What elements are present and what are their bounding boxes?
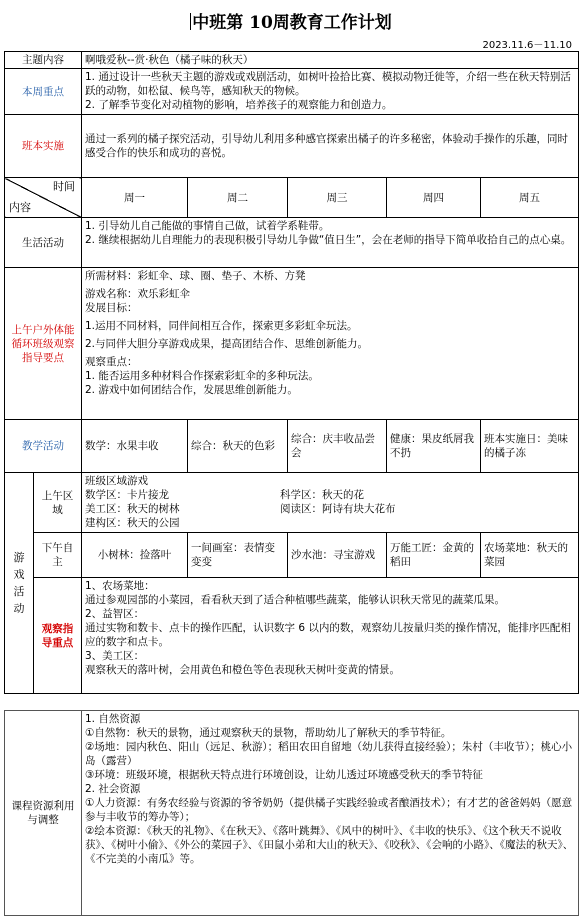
games-am-content [82, 473, 579, 533]
day-header: 周五 [481, 178, 579, 218]
class-impl-text: 通过一系列的橘子探究活动，引导幼儿利用多种感官探索出橘子的许多秘密，体验动手操作的乐趣，同时感受合作的快乐和成功的喜悦。 [82, 115, 579, 178]
teaching-cell: 数学：水果丰收 [82, 420, 188, 473]
outdoor-materials: 所需材料：彩虹伞、球、圈、垫子、木桥、方凳 [85, 270, 306, 282]
outdoor-goal: 1.运用不同材料，同伴间相互合作，探索更多彩虹伞玩法。 [85, 320, 358, 332]
resource-line: ③环境：班级环境，根据秋天特点进行环境创设，让幼儿透过环境感受秋天的季节特征 [85, 769, 483, 781]
header-content: 内容 [9, 201, 31, 214]
header-diagonal-cell [5, 178, 82, 218]
teaching-cell: 健康：果皮纸屑我不扔 [387, 420, 481, 473]
obs-line: 3、美工区： [85, 650, 145, 662]
plan-table [4, 51, 579, 694]
area-item: 美工区：秋天的树林 [85, 503, 180, 515]
games-am-right [280, 488, 396, 530]
resources-content [82, 711, 579, 916]
life-line: 2. 继续根据幼儿自理能力的表现积极引导幼儿争做“值日生”，会在老师的指导下简单收拾自己的点心桌。 [85, 234, 572, 246]
theme-label: 主题内容 [5, 52, 82, 69]
pm-cell: 一间画室：表情变变变 [188, 533, 288, 578]
games-obs-content [82, 578, 579, 694]
outdoor-obs: 1. 能否运用多种材料合作探索彩虹伞的多种玩法。 [85, 370, 319, 382]
teaching-cell: 综合：庆丰收品尝会 [288, 420, 387, 473]
focus-line: 2. 了解季节变化对动植物的影响，培养孩子的观察能力和创造力。 [85, 99, 393, 111]
area-item: 数学区：卡片接龙 [85, 489, 169, 501]
area-item: 科学区：秋天的花 [280, 489, 364, 501]
area-item: 阅读区：阿诗有块大花布 [280, 503, 396, 515]
resource-line: 2. 社会资源 [85, 783, 141, 795]
resources-table [4, 710, 579, 916]
resource-line: ①人力资源：有务农经验与资源的爷爷奶奶（提供橘子实践经验或者酿酒技术）；有才艺的爸爸妈妈（愿意参与丰收节的筹办等）； [85, 797, 573, 823]
pm-cell: 沙水池：寻宝游戏 [288, 533, 387, 578]
resource-line: 1. 自然资源 [85, 713, 141, 725]
teaching-cell: 班本实施日：美味的橘子冻 [481, 420, 579, 473]
outdoor-game: 游戏名称：欢乐彩虹伞 [85, 288, 190, 300]
games-pm-label: 下午自主 [34, 533, 82, 578]
games-obs-label: 观察指导重点 [34, 578, 82, 694]
day-header: 周三 [288, 178, 387, 218]
pm-cell: 小树林：捡落叶 [82, 533, 188, 578]
life-label: 生活活动 [5, 218, 82, 268]
teaching-label: 教学活动 [5, 420, 82, 473]
outdoor-obs: 2. 游戏中如何团结合作，发展思维创新能力。 [85, 384, 298, 396]
date-range: 2023.11.6－11.10 [482, 40, 572, 51]
outdoor-content [82, 268, 579, 420]
day-header: 周四 [387, 178, 481, 218]
focus-content [82, 69, 579, 115]
obs-line: 观察秋天的落叶树，会用黄色和橙色等色表现秋天树叶变黄的情景。 [85, 664, 400, 676]
games-label: 游戏活动 [13, 551, 25, 615]
pm-cell: 农场菜地：秋天的菜园 [481, 533, 579, 578]
games-am-left [85, 488, 280, 530]
class-impl-label: 班本实施 [5, 115, 82, 178]
obs-line: 通过参观园部的小菜园，看看秋天到了适合种植哪些蔬菜，能够认识秋天常见的蔬菜瓜果。 [85, 594, 505, 606]
focus-line: 1. 通过设计一些秋天主题的游戏或戏剧活动，如树叶捡拾比赛、模拟动物迁徙等，介绍一些在秋天特别活跃的动物，如松鼠、候鸟等，感知秋天的物候。 [85, 71, 571, 97]
outdoor-obs-title: 观察重点： [85, 356, 138, 368]
life-line: 1. 引导幼儿自己能做的事情自己做，试着学系鞋带。 [85, 220, 330, 232]
obs-line: 2、益智区： [85, 608, 145, 620]
games-am-label: 上午区域 [34, 473, 82, 533]
page-title: 中班第 10周教育工作计划 [192, 13, 392, 33]
obs-line: 通过实物和数卡、点卡的操作匹配，认识数字 6 以内的数，观察幼儿按量归类的操作情况，能排序匹配相应的数字和点卡。 [85, 622, 571, 648]
pm-cell: 万能工匠：金黄的稻田 [387, 533, 481, 578]
focus-label: 本周重点 [5, 69, 82, 115]
resource-line: ①自然物：秋天的景物，通过观察秋天的景物，帮助幼儿了解秋天的季节特征。 [85, 727, 452, 739]
games-am-areas [85, 488, 575, 530]
header-time: 时间 [53, 180, 75, 193]
games-label-cell [5, 473, 34, 694]
teaching-cell: 综合：秋天的色彩 [188, 420, 288, 473]
resources-label: 课程资源利用与调整 [5, 711, 82, 916]
outdoor-label: 上午户外体能循环班级观察指导要点 [5, 268, 82, 420]
day-header: 周二 [188, 178, 288, 218]
obs-line: 1、农场菜地： [85, 580, 155, 592]
area-item: 建构区：秋天的公园 [85, 517, 180, 529]
life-content [82, 218, 579, 268]
outdoor-goal-title: 发展目标： [85, 302, 138, 314]
theme-value: 啊哦爱秋--赏·秋色（橘子味的秋天） [82, 52, 579, 69]
outdoor-goal: 2.与同伴大胆分享游戏成果，提高团结合作、思维创新能力。 [85, 338, 369, 350]
resource-line: ②绘本资源：《秋天的礼物》、《在秋天》、《落叶跳舞》、《风中的树叶》、《丰收的快乐》、《这个秋天不说收获》、《树叶小偷》、《外公的菜园子》、《田鼠小弟和大山的秋天》、《咬秋》、《会响的小路》、《魔法的秋天》、《不完美的小南瓜》等。 [85, 825, 574, 865]
games-am-title: 班级区域游戏 [85, 475, 148, 487]
day-header: 周一 [82, 178, 188, 218]
resource-line: ②场地：园内秋色、阳山（远足、秋游）；稻田农田自留地（幼儿获得直接经验）；朱村（丰收节）；桃心小岛（露营） [85, 741, 573, 767]
